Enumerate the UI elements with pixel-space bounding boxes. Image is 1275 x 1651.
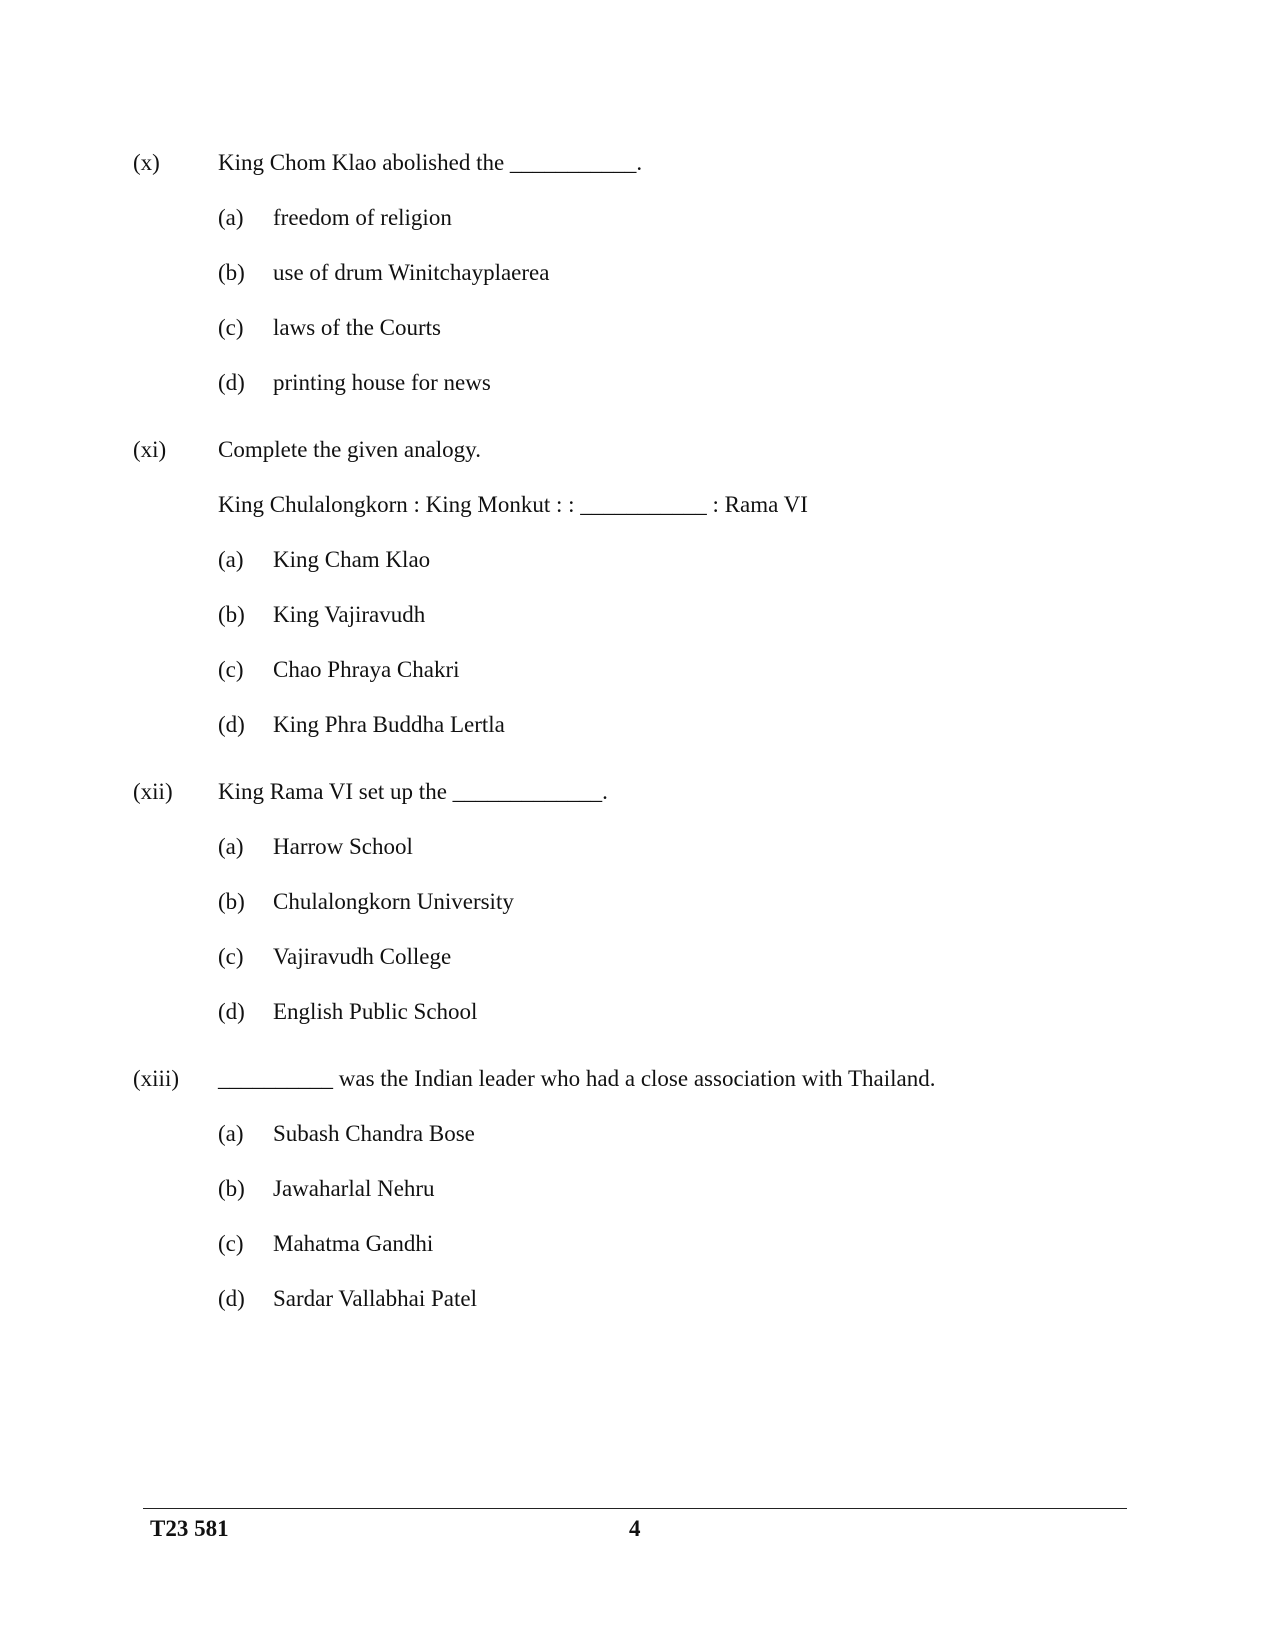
option-text: Chulalongkorn University — [273, 889, 514, 914]
option-label: (d) — [218, 1286, 245, 1311]
option-text: King Cham Klao — [273, 547, 431, 572]
option-text: King Phra Buddha Lertla — [273, 712, 505, 737]
option-label: (c) — [218, 1231, 244, 1256]
question-text: __________ was the Indian leader who had a close association with Thailand. — [218, 1066, 936, 1091]
option-label: (d) — [218, 999, 245, 1024]
question-text: King Rama VI set up the _____________. — [218, 779, 608, 804]
option-text: English Public School — [273, 999, 478, 1024]
paper-code: T23 581 — [150, 1516, 229, 1541]
question-number: (xii) — [133, 779, 173, 804]
option-label: (b) — [218, 602, 245, 627]
option-label: (c) — [218, 944, 244, 969]
option-text: King Vajiravudh — [273, 602, 426, 627]
option-label: (b) — [218, 1176, 245, 1201]
option-label: (c) — [218, 315, 244, 340]
option-text: freedom of religion — [273, 205, 452, 230]
option-text: Chao Phraya Chakri — [273, 657, 460, 682]
option-label: (c) — [218, 657, 244, 682]
option-text: laws of the Courts — [273, 315, 442, 340]
page-number: 4 — [629, 1516, 641, 1541]
option-label: (d) — [218, 712, 245, 737]
option-text: Harrow School — [273, 834, 413, 859]
option-label: (a) — [218, 547, 244, 572]
option-label: (b) — [218, 260, 245, 285]
option-label: (b) — [218, 889, 245, 914]
option-label: (a) — [218, 205, 244, 230]
question-number: (xiii) — [133, 1066, 179, 1091]
option-text: Vajiravudh College — [273, 944, 452, 969]
question-text: King Chom Klao abolished the ___________. — [218, 150, 643, 175]
option-text: printing house for news — [273, 370, 491, 395]
question-text: Complete the given analogy. — [218, 437, 481, 462]
question-number: (x) — [133, 150, 160, 175]
option-label: (a) — [218, 834, 244, 859]
option-text: Mahatma Gandhi — [273, 1231, 434, 1256]
option-label: (d) — [218, 370, 245, 395]
question-number: (xi) — [133, 437, 167, 462]
option-text: Sardar Vallabhai Patel — [273, 1286, 477, 1311]
footer-divider — [143, 1508, 1127, 1509]
option-text: Jawaharlal Nehru — [273, 1176, 435, 1201]
option-text: Subash Chandra Bose — [273, 1121, 475, 1146]
option-label: (a) — [218, 1121, 244, 1146]
analogy-text: King Chulalongkorn : King Monkut : : ___________ : Rama VI — [218, 492, 808, 517]
option-text: use of drum Winitchayplaerea — [273, 260, 550, 285]
